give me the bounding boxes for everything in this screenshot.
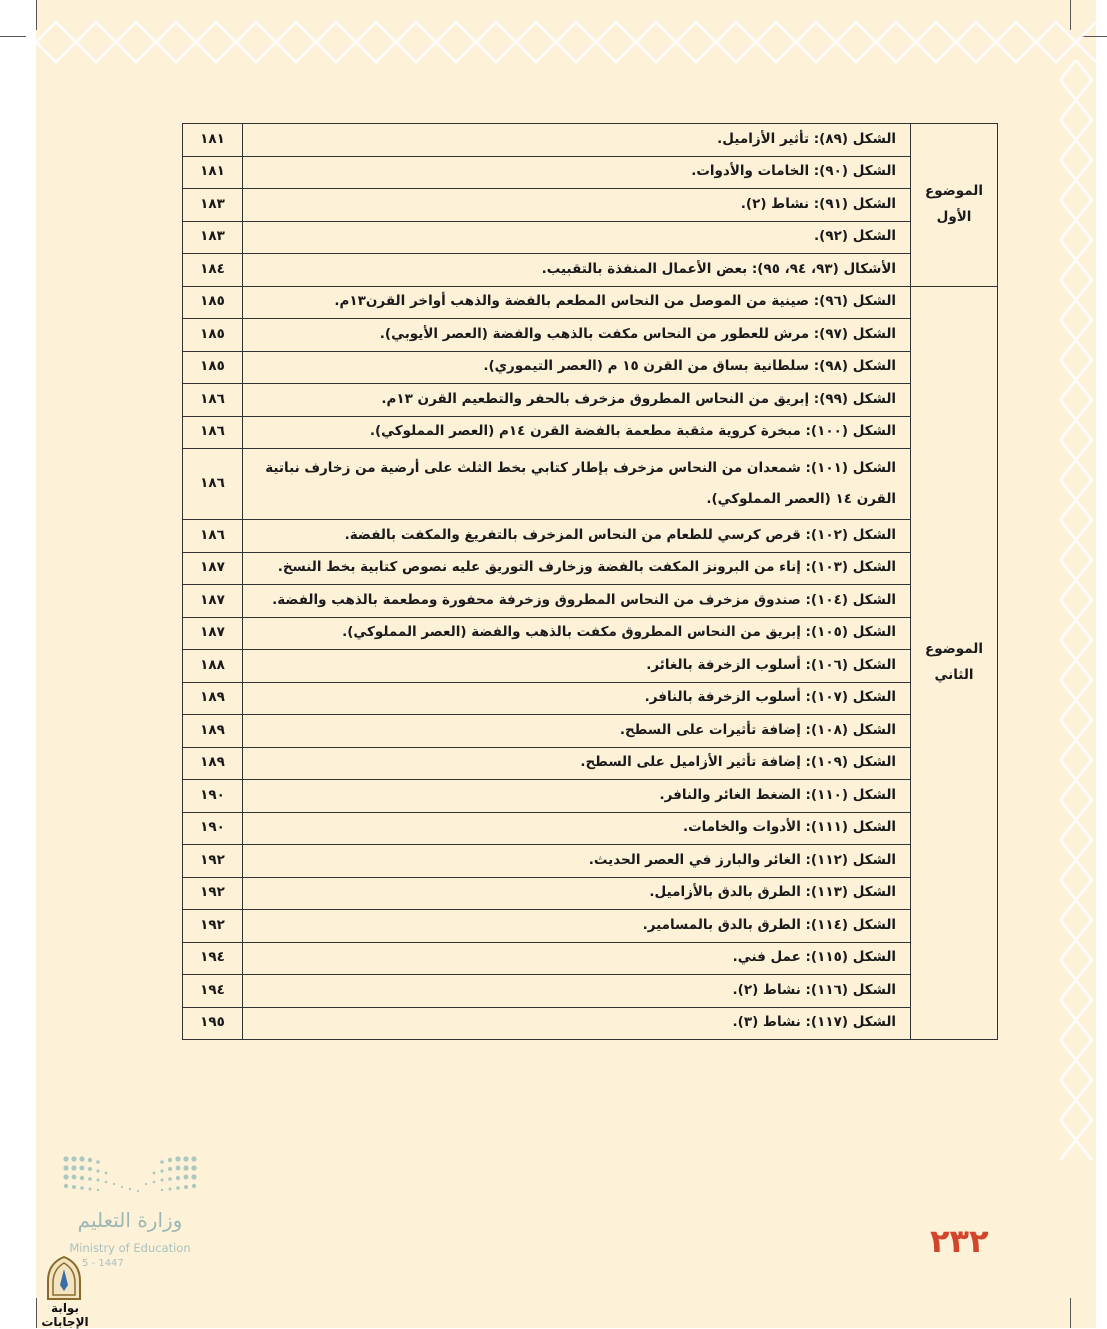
page-number: ٢٣٢ (930, 1222, 989, 1260)
ministry-name-arabic: وزارة التعليم (77, 1208, 183, 1232)
figure-caption: الشكل (١١١): الأدوات والخامات. (243, 812, 911, 845)
figure-caption: الشكل (١٠٥): إبريق من النحاس المطروق مكفت بالذهب والفضة (العصر المملوكي). (243, 617, 911, 650)
page-ref: ١٩٠ (183, 780, 243, 813)
figure-caption: الشكل (٩٠): الخامات والأدوات. (243, 156, 911, 189)
crop-mark (0, 36, 26, 37)
table-row (183, 747, 998, 780)
figure-caption: الشكل (٨٩): تأثير الأزاميل. (243, 124, 911, 157)
page-ref: ١٨٧ (183, 585, 243, 618)
figure-caption: الشكل (١١٣): الطرق بالدق بالأزاميل. (243, 877, 911, 910)
page-ref: ١٩٥ (183, 1007, 243, 1040)
figure-caption: الشكل (١٠٢): قرص كرسي للطعام من النحاس المزخرف بالتفريغ والمكفت بالفضة. (243, 520, 911, 553)
figures-index-table (182, 123, 998, 1040)
table-row (183, 416, 998, 449)
page-ref: ١٨٣ (183, 221, 243, 254)
figure-caption: الشكل (١٠٩): إضافة تأثير الأزاميل على السطح. (243, 747, 911, 780)
figure-caption: الشكل (١١٥): عمل فني. (243, 942, 911, 975)
page-ref: ١٨٧ (183, 552, 243, 585)
second-topic-section (183, 286, 998, 1040)
figure-caption: الشكل (٩٩): إبريق من النحاس المطروق مزخرف بالحفر والتطعيم القرن ١٣م. (243, 384, 911, 417)
topic-first-label: الموضوع الأول (911, 124, 998, 287)
page-ref: ١٨٥ (183, 319, 243, 352)
page-ref: ١٨٩ (183, 747, 243, 780)
figure-caption: الشكل (٩٨): سلطانية بساق من القرن ١٥ م (العصر التيموري). (243, 351, 911, 384)
table-row (183, 715, 998, 748)
table-row (183, 552, 998, 585)
figure-caption: الشكل (٩٧): مرش للعطور من النحاس مكفت بالذهب والفضة (العصر الأيوبي). (243, 319, 911, 352)
page-ref: ١٨٦ (183, 416, 243, 449)
page-ref: ١٩٢ (183, 845, 243, 878)
figure-caption: الشكل (٩١): نشاط (٢). (243, 189, 911, 222)
page-ref: ١٨٥ (183, 286, 243, 319)
table-row (183, 585, 998, 618)
figure-caption: الشكل (١٠١): شمعدان من النحاس مزخرف بإطار كتابي بخط الثلث على أرضية من زخارف نباتية القرن ١٤ (العصر المملوكي). (243, 449, 911, 520)
figure-caption: الشكل (١١٤): الطرق بالدق بالمسامير. (243, 910, 911, 943)
page-ref: ١٩٠ (183, 812, 243, 845)
table-row (183, 221, 998, 254)
figure-caption: الشكل (١١٢): الغائر والبارز في العصر الحديث. (243, 845, 911, 878)
page-ref: ١٨٧ (183, 617, 243, 650)
table-row (183, 319, 998, 352)
table-row (183, 1007, 998, 1040)
table-row (183, 617, 998, 650)
page-ref: ١٨١ (183, 156, 243, 189)
figure-caption: الشكل (١٠٠): مبخرة كروية مثقبة مطعمة بالفضة القرن ١٤م (العصر المملوكي). (243, 416, 911, 449)
page-ref: ١٩٤ (183, 975, 243, 1008)
table-row (183, 189, 998, 222)
first-topic-section (183, 124, 998, 287)
page-ref: ١٩٢ (183, 877, 243, 910)
table-row (183, 910, 998, 943)
figure-caption: الشكل (١١٧): نشاط (٣). (243, 1007, 911, 1040)
page-ref: ١٨٩ (183, 715, 243, 748)
figure-caption: الشكل (١٠٧): أسلوب الزخرفة بالنافر. (243, 682, 911, 715)
table-row (183, 812, 998, 845)
figure-caption: الشكل (١٠٣): إناء من البرونز المكفت بالفضة وزخارف التوريق عليه نصوص كتابية بخط النسخ. (243, 552, 911, 585)
page-ref: ١٨٣ (183, 189, 243, 222)
page-ref: ١٩٤ (183, 942, 243, 975)
table-row (183, 975, 998, 1008)
table-row (183, 650, 998, 683)
page-ref: ١٨٩ (183, 682, 243, 715)
table-row (183, 384, 998, 417)
table-row (183, 286, 998, 319)
page-ref: ١٨٤ (183, 254, 243, 287)
figure-caption: الشكل (١٠٦): أسلوب الزخرفة بالغائر. (243, 650, 911, 683)
table-row (183, 156, 998, 189)
page-ref: ١٨٦ (183, 449, 243, 520)
watermark-logo-icon (44, 1255, 84, 1301)
table-row (183, 124, 998, 157)
table-row (183, 780, 998, 813)
page-ref: ١٨٥ (183, 351, 243, 384)
crop-mark (1070, 1298, 1071, 1328)
table-row (183, 942, 998, 975)
figure-caption: الشكل (١٠٤): صندوق مزخرف من النحاس المطروق وزخرفة محفورة ومطعمة بالذهب والفضة. (243, 585, 911, 618)
table-row (183, 254, 998, 287)
table-row (183, 845, 998, 878)
figure-caption: الشكل (١١٦): نشاط (٢). (243, 975, 911, 1008)
decorative-border-right (1056, 60, 1096, 1160)
page-ref: ١٨٨ (183, 650, 243, 683)
page-ref: ١٨٦ (183, 384, 243, 417)
table-row (183, 877, 998, 910)
page-ref: ١٨٦ (183, 520, 243, 553)
figure-caption: الشكل (١٠٨): إضافة تأثيرات على السطح. (243, 715, 911, 748)
page-ref: ١٩٢ (183, 910, 243, 943)
watermark-text: بوابة الإجابات (41, 1301, 89, 1329)
figure-caption: الشكل (٩٢). (243, 221, 911, 254)
ministry-logo-icon (62, 1155, 198, 1199)
table-row (183, 682, 998, 715)
edition-year: 5 - 1447 (82, 1258, 124, 1269)
table-row (183, 449, 998, 520)
ministry-name-english: Ministry of Education (69, 1241, 191, 1255)
figure-caption: الشكل (١١٠): الضغط الغائر والنافر. (243, 780, 911, 813)
figure-caption: الشكل (٩٦): صينية من الموصل من النحاس المطعم بالفضة والذهب أواخر القرن١٣م. (243, 286, 911, 319)
topic-second-label: الموضوع الثاني (911, 286, 998, 1040)
decorative-border-top (36, 10, 1096, 74)
table-row (183, 351, 998, 384)
page-ref: ١٨١ (183, 124, 243, 157)
figure-caption: الأشكال (٩٣، ٩٤، ٩٥): بعض الأعمال المنفذة بالتقبيب. (243, 254, 911, 287)
table-row (183, 520, 998, 553)
